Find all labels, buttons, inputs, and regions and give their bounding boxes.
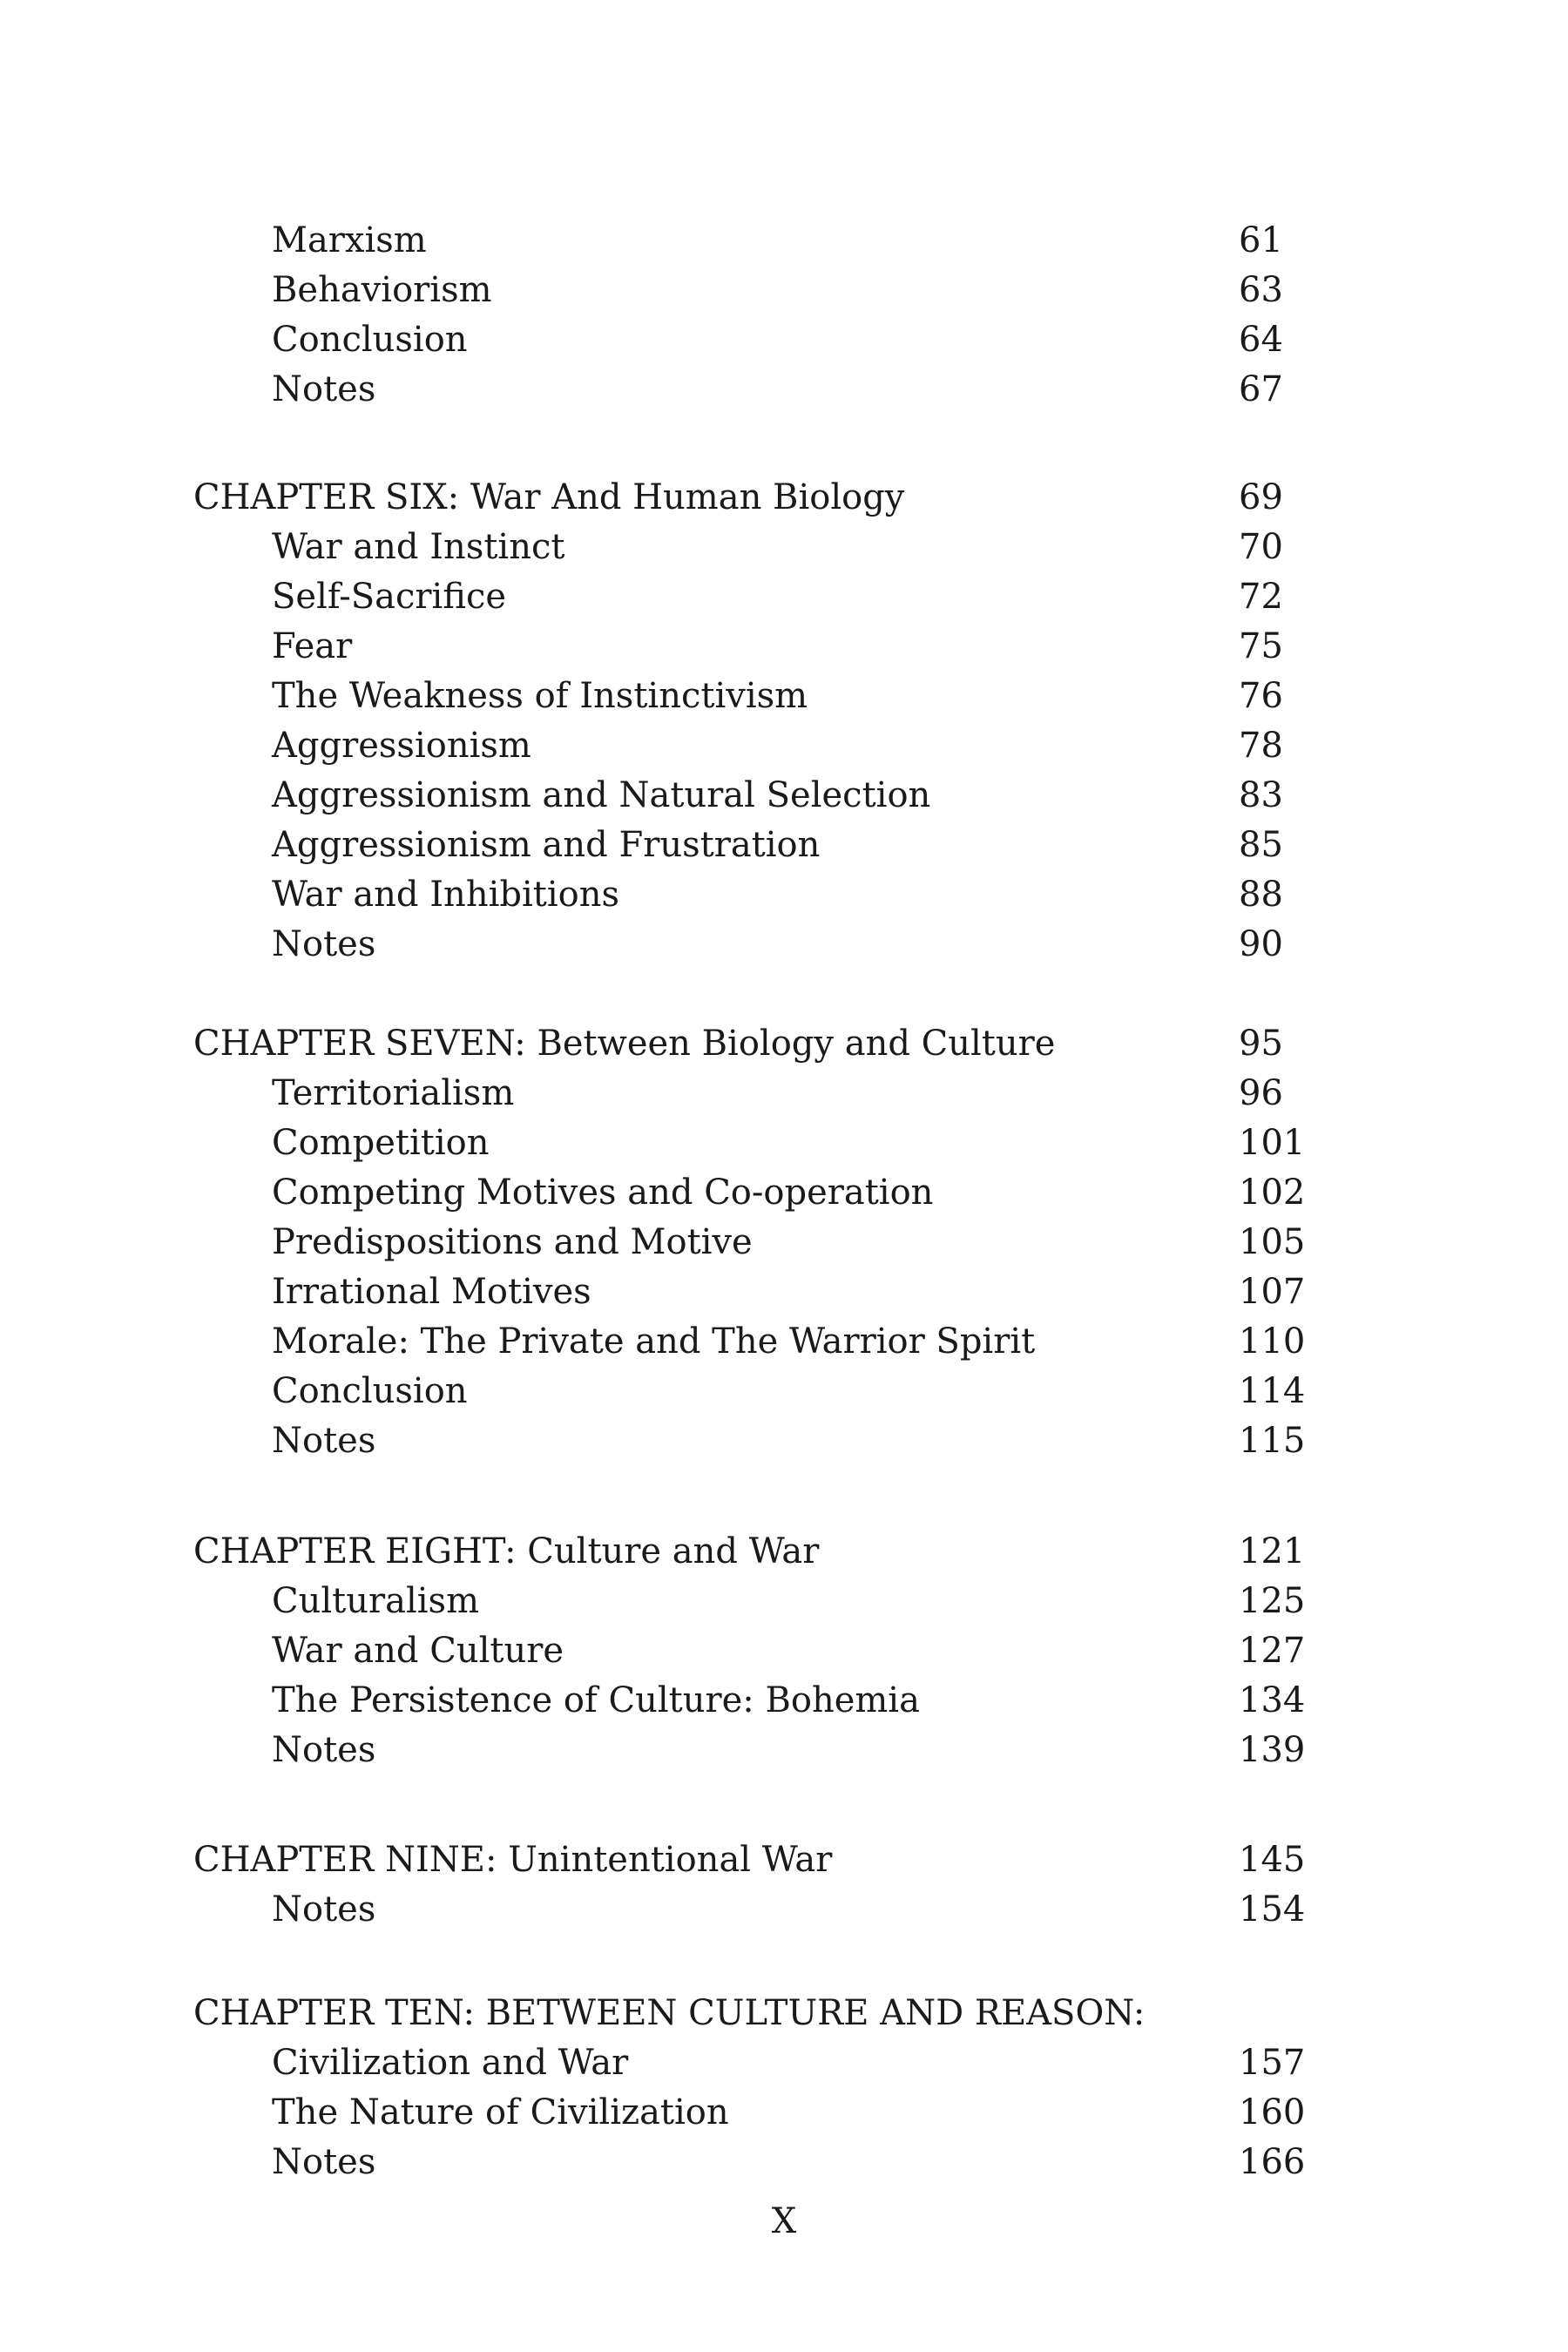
toc-entry-title: CHAPTER NINE: Unintentional War <box>193 1840 833 1880</box>
toc-entry-page: 88 <box>1239 875 1283 915</box>
toc-entry-page: 125 <box>1239 1581 1306 1621</box>
toc-entry-page: 127 <box>1239 1631 1306 1671</box>
toc-section-entry <box>0 216 1568 266</box>
toc-entry-title: Notes <box>272 1730 376 1770</box>
toc-entry-title: Notes <box>272 1889 376 1930</box>
toc-entry-title: War and Culture <box>272 1631 564 1671</box>
toc-entry-page: 105 <box>1239 1222 1306 1262</box>
toc-entry-page: 145 <box>1239 1840 1306 1880</box>
toc-entry-title: Notes <box>272 924 376 964</box>
toc-entry-title: The Persistence of Culture: Bohemia <box>272 1680 920 1720</box>
toc-entry-page: 166 <box>1239 2142 1306 2182</box>
toc-entry-page: 160 <box>1239 2092 1306 2132</box>
toc-entry-title: Predispositions and Motive <box>272 1222 753 1262</box>
toc-entry-title: Competing Motives and Co-operation <box>272 1173 934 1213</box>
toc-entry-page: 95 <box>1239 1024 1283 1064</box>
toc-entry-title: CHAPTER SEVEN: Between Biology and Culture <box>193 1024 1056 1064</box>
toc-section-entry <box>0 1317 1568 1367</box>
toc-entry-title: Morale: The Private and The Warrior Spirit <box>272 1321 1036 1362</box>
toc-entry-page: 102 <box>1239 1173 1306 1213</box>
toc-section-entry <box>0 523 1568 572</box>
toc-entry-title: Competition <box>272 1123 490 1163</box>
toc-section-entry <box>0 2138 1568 2187</box>
toc-section-entry <box>0 2088 1568 2138</box>
toc-chapter-entry <box>0 1835 1568 1885</box>
toc-entry-title: Behaviorism <box>272 270 492 310</box>
toc-section-entry <box>0 1676 1568 1726</box>
toc-entry-title: Culturalism <box>272 1581 480 1621</box>
toc-entry-page: 115 <box>1239 1421 1306 1461</box>
toc-entry-page: 157 <box>1239 2043 1306 2083</box>
toc-entry-page: 72 <box>1239 577 1283 617</box>
toc-entry-title: Aggressionism and Natural Selection <box>272 775 931 815</box>
toc-entry-page: 96 <box>1239 1073 1283 1113</box>
toc-chapter-entry <box>0 1989 1568 2038</box>
toc-entry-title: Notes <box>272 2142 376 2182</box>
toc-section-entry <box>0 1168 1568 1218</box>
toc-entry-title: The Nature of Civilization <box>272 2092 729 2132</box>
toc-entry-title: CHAPTER TEN: BETWEEN CULTURE AND REASON: <box>193 1993 1146 2033</box>
page-number: X <box>771 2201 797 2241</box>
toc-entry-page: 78 <box>1239 726 1283 766</box>
toc-entry-title: Conclusion <box>272 1371 468 1411</box>
toc-entry-page: 139 <box>1239 1730 1306 1770</box>
toc-section-entry <box>0 1726 1568 1775</box>
toc-section-entry <box>0 622 1568 672</box>
toc-entry-title: Marxism <box>272 220 427 260</box>
toc-section-entry <box>0 821 1568 870</box>
toc-section-entry <box>0 365 1568 415</box>
toc-entry-title: Fear <box>272 626 353 666</box>
toc-entry-title: War and Instinct <box>272 527 565 567</box>
toc-entry-title: Conclusion <box>272 320 468 360</box>
toc-section-entry <box>0 1885 1568 1935</box>
toc-entry-title: Self-Sacrifice <box>272 577 507 617</box>
toc-section-entry <box>0 1626 1568 1676</box>
toc-entry-page: 134 <box>1239 1680 1306 1720</box>
toc-entry-page: 110 <box>1239 1321 1306 1362</box>
toc-entry-page: 83 <box>1239 775 1283 815</box>
toc-section-entry <box>0 870 1568 920</box>
toc-entry-page: 69 <box>1239 477 1283 517</box>
toc-chapter-entry <box>0 473 1568 523</box>
toc-entry-page: 63 <box>1239 270 1283 310</box>
toc-entry-title: CHAPTER SIX: War And Human Biology <box>193 477 905 517</box>
toc-section-entry <box>0 572 1568 622</box>
toc-entry-page: 90 <box>1239 924 1283 964</box>
toc-section-entry <box>0 1069 1568 1119</box>
toc-entry-page: 114 <box>1239 1371 1306 1411</box>
toc-section-entry <box>0 721 1568 771</box>
toc-section-entry <box>0 672 1568 721</box>
toc-entry-title: The Weakness of Instinctivism <box>272 676 808 716</box>
toc-entry-page: 70 <box>1239 527 1283 567</box>
toc-entry-page: 75 <box>1239 626 1283 666</box>
toc-entry-page: 85 <box>1239 825 1283 865</box>
toc-entry-page: 67 <box>1239 369 1283 409</box>
toc-section-entry <box>0 1416 1568 1466</box>
toc-section-entry <box>0 2038 1568 2088</box>
toc-entry-title: CHAPTER EIGHT: Culture and War <box>193 1531 820 1571</box>
toc-entry-page: 76 <box>1239 676 1283 716</box>
toc-entry-page: 64 <box>1239 320 1283 360</box>
toc-entry-title: Irrational Motives <box>272 1272 591 1312</box>
toc-section-entry <box>0 771 1568 821</box>
toc-entry-page: 101 <box>1239 1123 1306 1163</box>
toc-entry-title: Aggressionism <box>272 726 531 766</box>
toc-chapter-entry <box>0 1527 1568 1577</box>
toc-chapter-entry <box>0 1019 1568 1069</box>
toc-entry-title: Civilization and War <box>272 2043 629 2083</box>
toc-entry-page: 154 <box>1239 1889 1306 1930</box>
toc-entry-page: 121 <box>1239 1531 1306 1571</box>
toc-section-entry <box>0 315 1568 365</box>
toc-entry-title: Notes <box>272 1421 376 1461</box>
toc-section-entry <box>0 1367 1568 1416</box>
toc-section-entry <box>0 1267 1568 1317</box>
toc-section-entry <box>0 920 1568 970</box>
toc-section-entry <box>0 1577 1568 1626</box>
toc-entry-title: Territorialism <box>272 1073 515 1113</box>
toc-section-entry <box>0 1218 1568 1267</box>
toc-entry-title: Aggressionism and Frustration <box>272 825 821 865</box>
toc-section-entry <box>0 1119 1568 1168</box>
toc-section-entry <box>0 266 1568 315</box>
toc-entry-page: 107 <box>1239 1272 1306 1312</box>
toc-entry-title: War and Inhibitions <box>272 875 620 915</box>
toc-entry-page: 61 <box>1239 220 1283 260</box>
toc-entry-title: Notes <box>272 369 376 409</box>
